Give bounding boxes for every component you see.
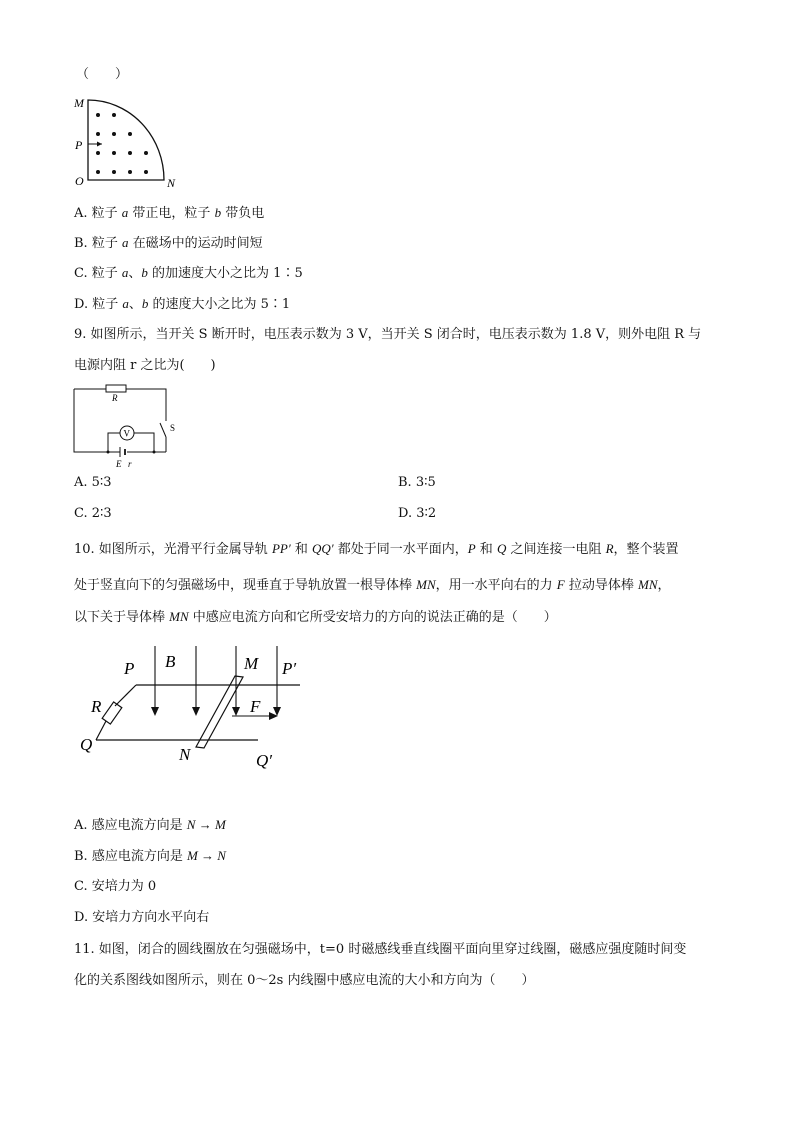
q9-circuit-figure	[70, 381, 190, 469]
q9-option-c: C. 2∶3	[74, 506, 112, 521]
q11-text-line2: 化的关系图线如图所示，则在 0～2s 内线圈中感应电流的大小和方向为（ ）	[74, 973, 535, 988]
q10-text-line3: 以下关于导体棒 MN 中感应电流方向和它所受安培力的方向的说法正确的是（ ）	[74, 609, 557, 625]
label-R: R	[112, 393, 118, 403]
q9-text-line2: 电源内阻 r 之比为( )	[74, 358, 216, 373]
label-M: M	[244, 654, 259, 673]
label-F: F	[250, 697, 261, 716]
q8-option-d: D. 粒子 a、b 的速度大小之比为 5∶1	[74, 296, 291, 312]
q11-text-line1: 11. 如图，闭合的圆线圈放在匀强磁场中，t=0 时磁感线垂直线圈平面向里穿过线圈，磁感应强度随时间变	[74, 942, 687, 957]
label-P-prime: P′	[282, 659, 297, 678]
q10-text-line1: 10. 如图所示，光滑平行金属导轨 PP′ 和 QQ′ 都处于同一水平面内，P 和 Q 之间连接一电阻 R，整个装置	[74, 541, 679, 557]
label-N: N	[167, 176, 176, 190]
label-r: r	[128, 459, 132, 469]
label-M: M	[74, 96, 84, 110]
q8-option-c: C. 粒子 a、b 的加速度大小之比为 1∶5	[74, 265, 303, 281]
label-P: P	[75, 138, 83, 152]
q9-text-line1: 9. 如图所示，当开关 S 断开时，电压表示数为 3 V，当开关 S 闭合时，电压表示数为 1.8 V，则外电阻 R 与	[74, 327, 702, 342]
label-E: E	[116, 459, 122, 469]
q9-option-d: D. 3∶2	[398, 506, 437, 521]
q10-option-b: B. 感应电流方向是 M → N	[74, 848, 226, 864]
q10-option-c: C. 安培力为 0	[74, 879, 157, 894]
q8-option-b: B. 粒子 a 在磁场中的运动时间短	[74, 235, 263, 251]
label-Q: Q	[80, 735, 93, 754]
q9-option-b: B. 3∶5	[398, 475, 436, 490]
q10-option-a: A. 感应电流方向是 N → M	[74, 817, 226, 833]
label-N: N	[179, 745, 191, 764]
q8-option-a: A. 粒子 a 带正电，粒子 b 带负电	[74, 205, 265, 221]
label-B: B	[165, 652, 176, 671]
label-O: O	[75, 174, 84, 188]
label-S: S	[170, 423, 176, 433]
label-Q-prime: Q′	[256, 751, 272, 770]
q8-magnetic-field-figure	[72, 92, 192, 192]
label-P: P	[124, 659, 135, 678]
q10-option-d: D. 安培力方向水平向右	[74, 910, 210, 925]
label-R: R	[91, 697, 102, 716]
q8-paren: （ ）	[76, 67, 129, 82]
q9-option-a: A. 5∶3	[74, 475, 112, 490]
q10-rail-figure	[72, 638, 312, 778]
voltmeter-label: V	[123, 428, 130, 439]
q10-text-line2: 处于竖直向下的匀强磁场中，现垂直于导轨放置一根导体棒 MN，用一水平向右的力 F 拉动导体棒 MN，	[74, 577, 671, 593]
